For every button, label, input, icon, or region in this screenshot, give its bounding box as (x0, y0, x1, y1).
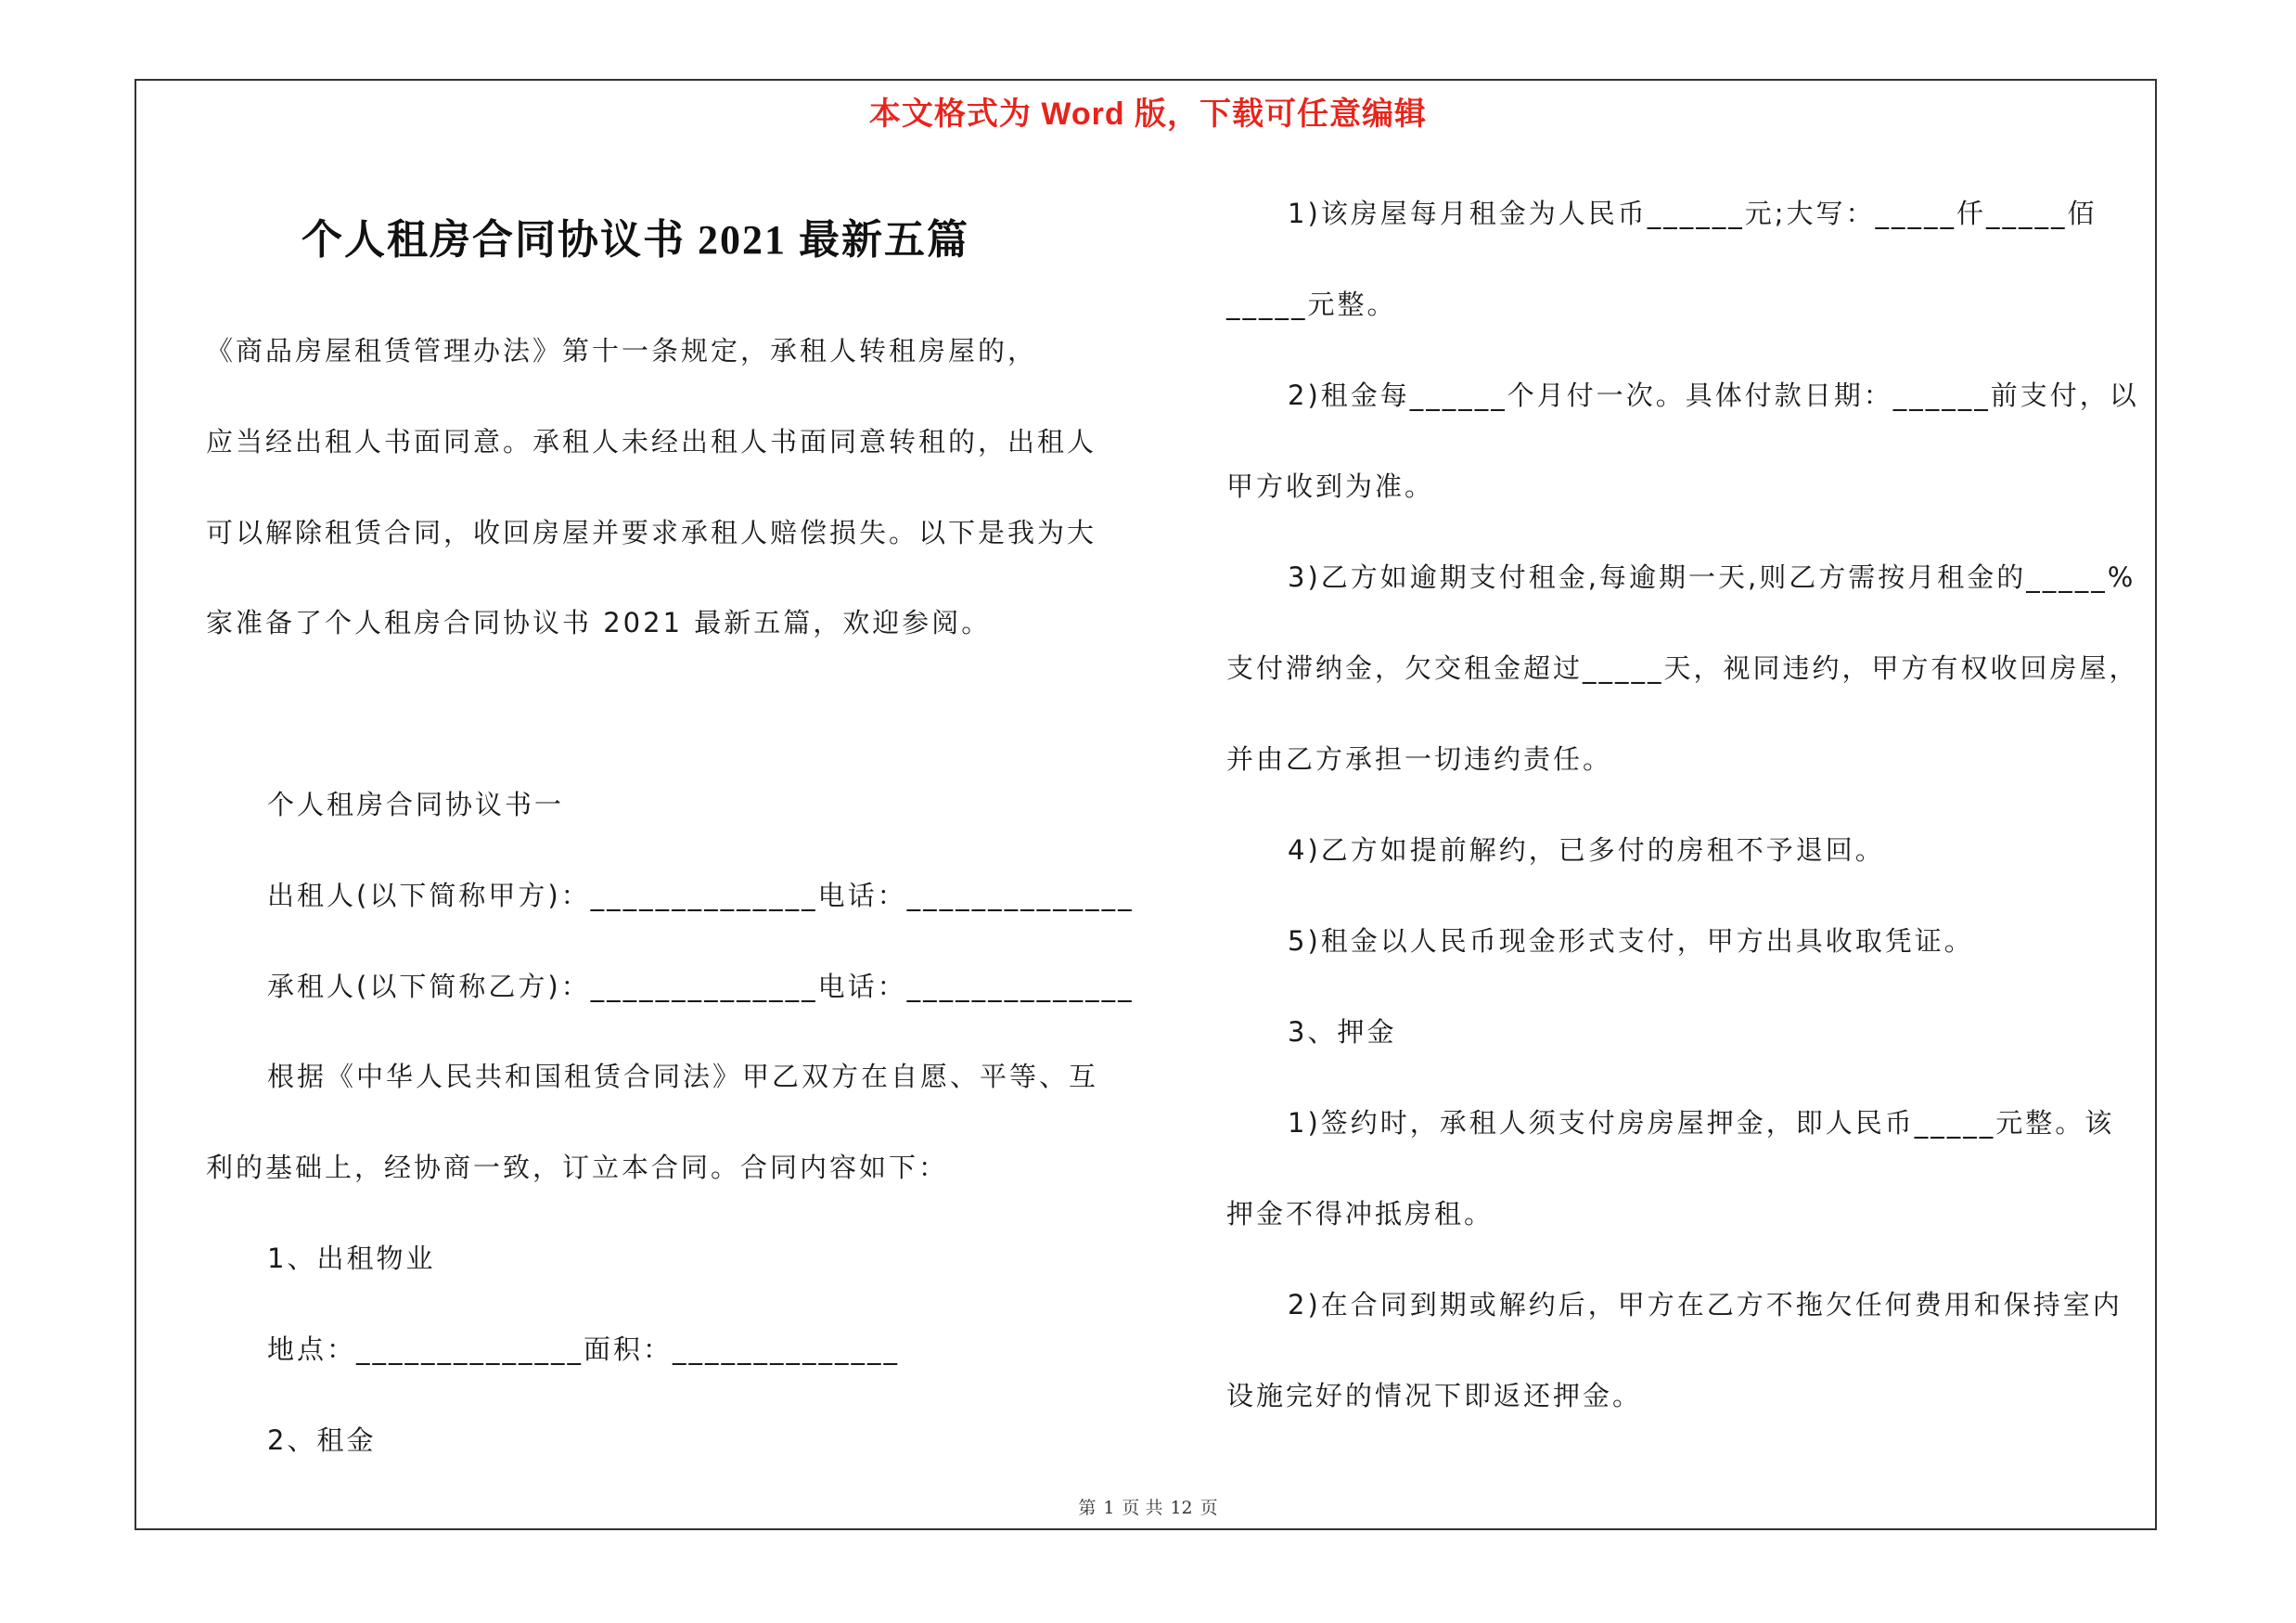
paragraph-line: 5)租金以人民币现金形式支付，甲方出具收取凭证。 (1288, 925, 1974, 957)
paragraph-line: 2)租金每______个月付一次。具体付款日期：______前支付，以 (1288, 380, 2139, 411)
location-line: 地点：______________面积：______________ (267, 1333, 901, 1365)
paragraph-line: 2)在合同到期或解约后，甲方在乙方不拖欠任何费用和保持室内 (1288, 1289, 2123, 1320)
paragraph-line: 3)乙方如逾期支付租金,每逾期一天,则乙方需按月租金的_____% (1288, 561, 2136, 593)
paragraph-line: 并由乙方承担一切违约责任。 (1226, 743, 1613, 775)
paragraph-line: _____元整。 (1226, 289, 1397, 320)
paragraph-line: 1)签约时，承租人须支付房房屋押金，即人民币_____元整。该 (1288, 1107, 2115, 1139)
paragraph-line: 支付滞纳金，欠交租金超过_____天，视同违约，甲方有权收回房屋， (1226, 652, 2139, 684)
document-title: 个人租房合同协议书 2021 最新五篇 (301, 217, 969, 263)
footer-prefix: 第 (1078, 1498, 1097, 1518)
paragraph-line: 利的基础上，经协商一致，订立本合同。合同内容如下： (206, 1152, 949, 1183)
clause-heading: 3、押金 (1288, 1016, 1397, 1048)
paragraph-line: 可以解除租赁合同，收回房屋并要求承租人赔偿损失。以下是我为大 (206, 517, 1097, 548)
current-page: 1 (1103, 1498, 1115, 1518)
lessor-line: 出租人(以下简称甲方)：______________电话：______________ (267, 880, 1135, 911)
clause-heading: 2、租金 (267, 1424, 377, 1456)
footer-suffix: 页 (1199, 1498, 1218, 1518)
paragraph-line: 甲方收到为准。 (1226, 470, 1435, 502)
paragraph-line: 设施完好的情况下即返还押金。 (1226, 1380, 1643, 1411)
paragraph-line: 根据《中华人民共和国租赁合同法》甲乙双方在自愿、平等、互 (267, 1061, 1099, 1092)
footer-mid: 页 共 (1122, 1498, 1163, 1518)
clause-heading: 1、出租物业 (267, 1243, 436, 1274)
page-footer (0, 1494, 2296, 1519)
lessee-line: 承租人(以下简称乙方)：______________电话：______________ (267, 971, 1135, 1002)
format-banner: 本文格式为 Word 版，下载可任意编辑 (868, 97, 1428, 132)
paragraph-line: 《商品房屋租赁管理办法》第十一条规定，承租人转租房屋的， (206, 335, 1038, 367)
paragraph-line: 1)该房屋每月租金为人民币______元;大写：_____仟_____佰 (1288, 198, 2097, 229)
paragraph-line: 押金不得冲抵房租。 (1226, 1198, 1494, 1230)
paragraph-line: 应当经出租人书面同意。承租人未经出租人书面同意转租的，出租人 (206, 426, 1097, 457)
total-pages: 12 (1170, 1498, 1193, 1518)
paragraph-line: 家准备了个人租房合同协议书 2021 最新五篇，欢迎参阅。 (206, 607, 992, 638)
section-heading: 个人租房合同协议书一 (267, 789, 565, 820)
paragraph-line: 4)乙方如提前解约，已多付的房租不予退回。 (1288, 834, 1885, 866)
